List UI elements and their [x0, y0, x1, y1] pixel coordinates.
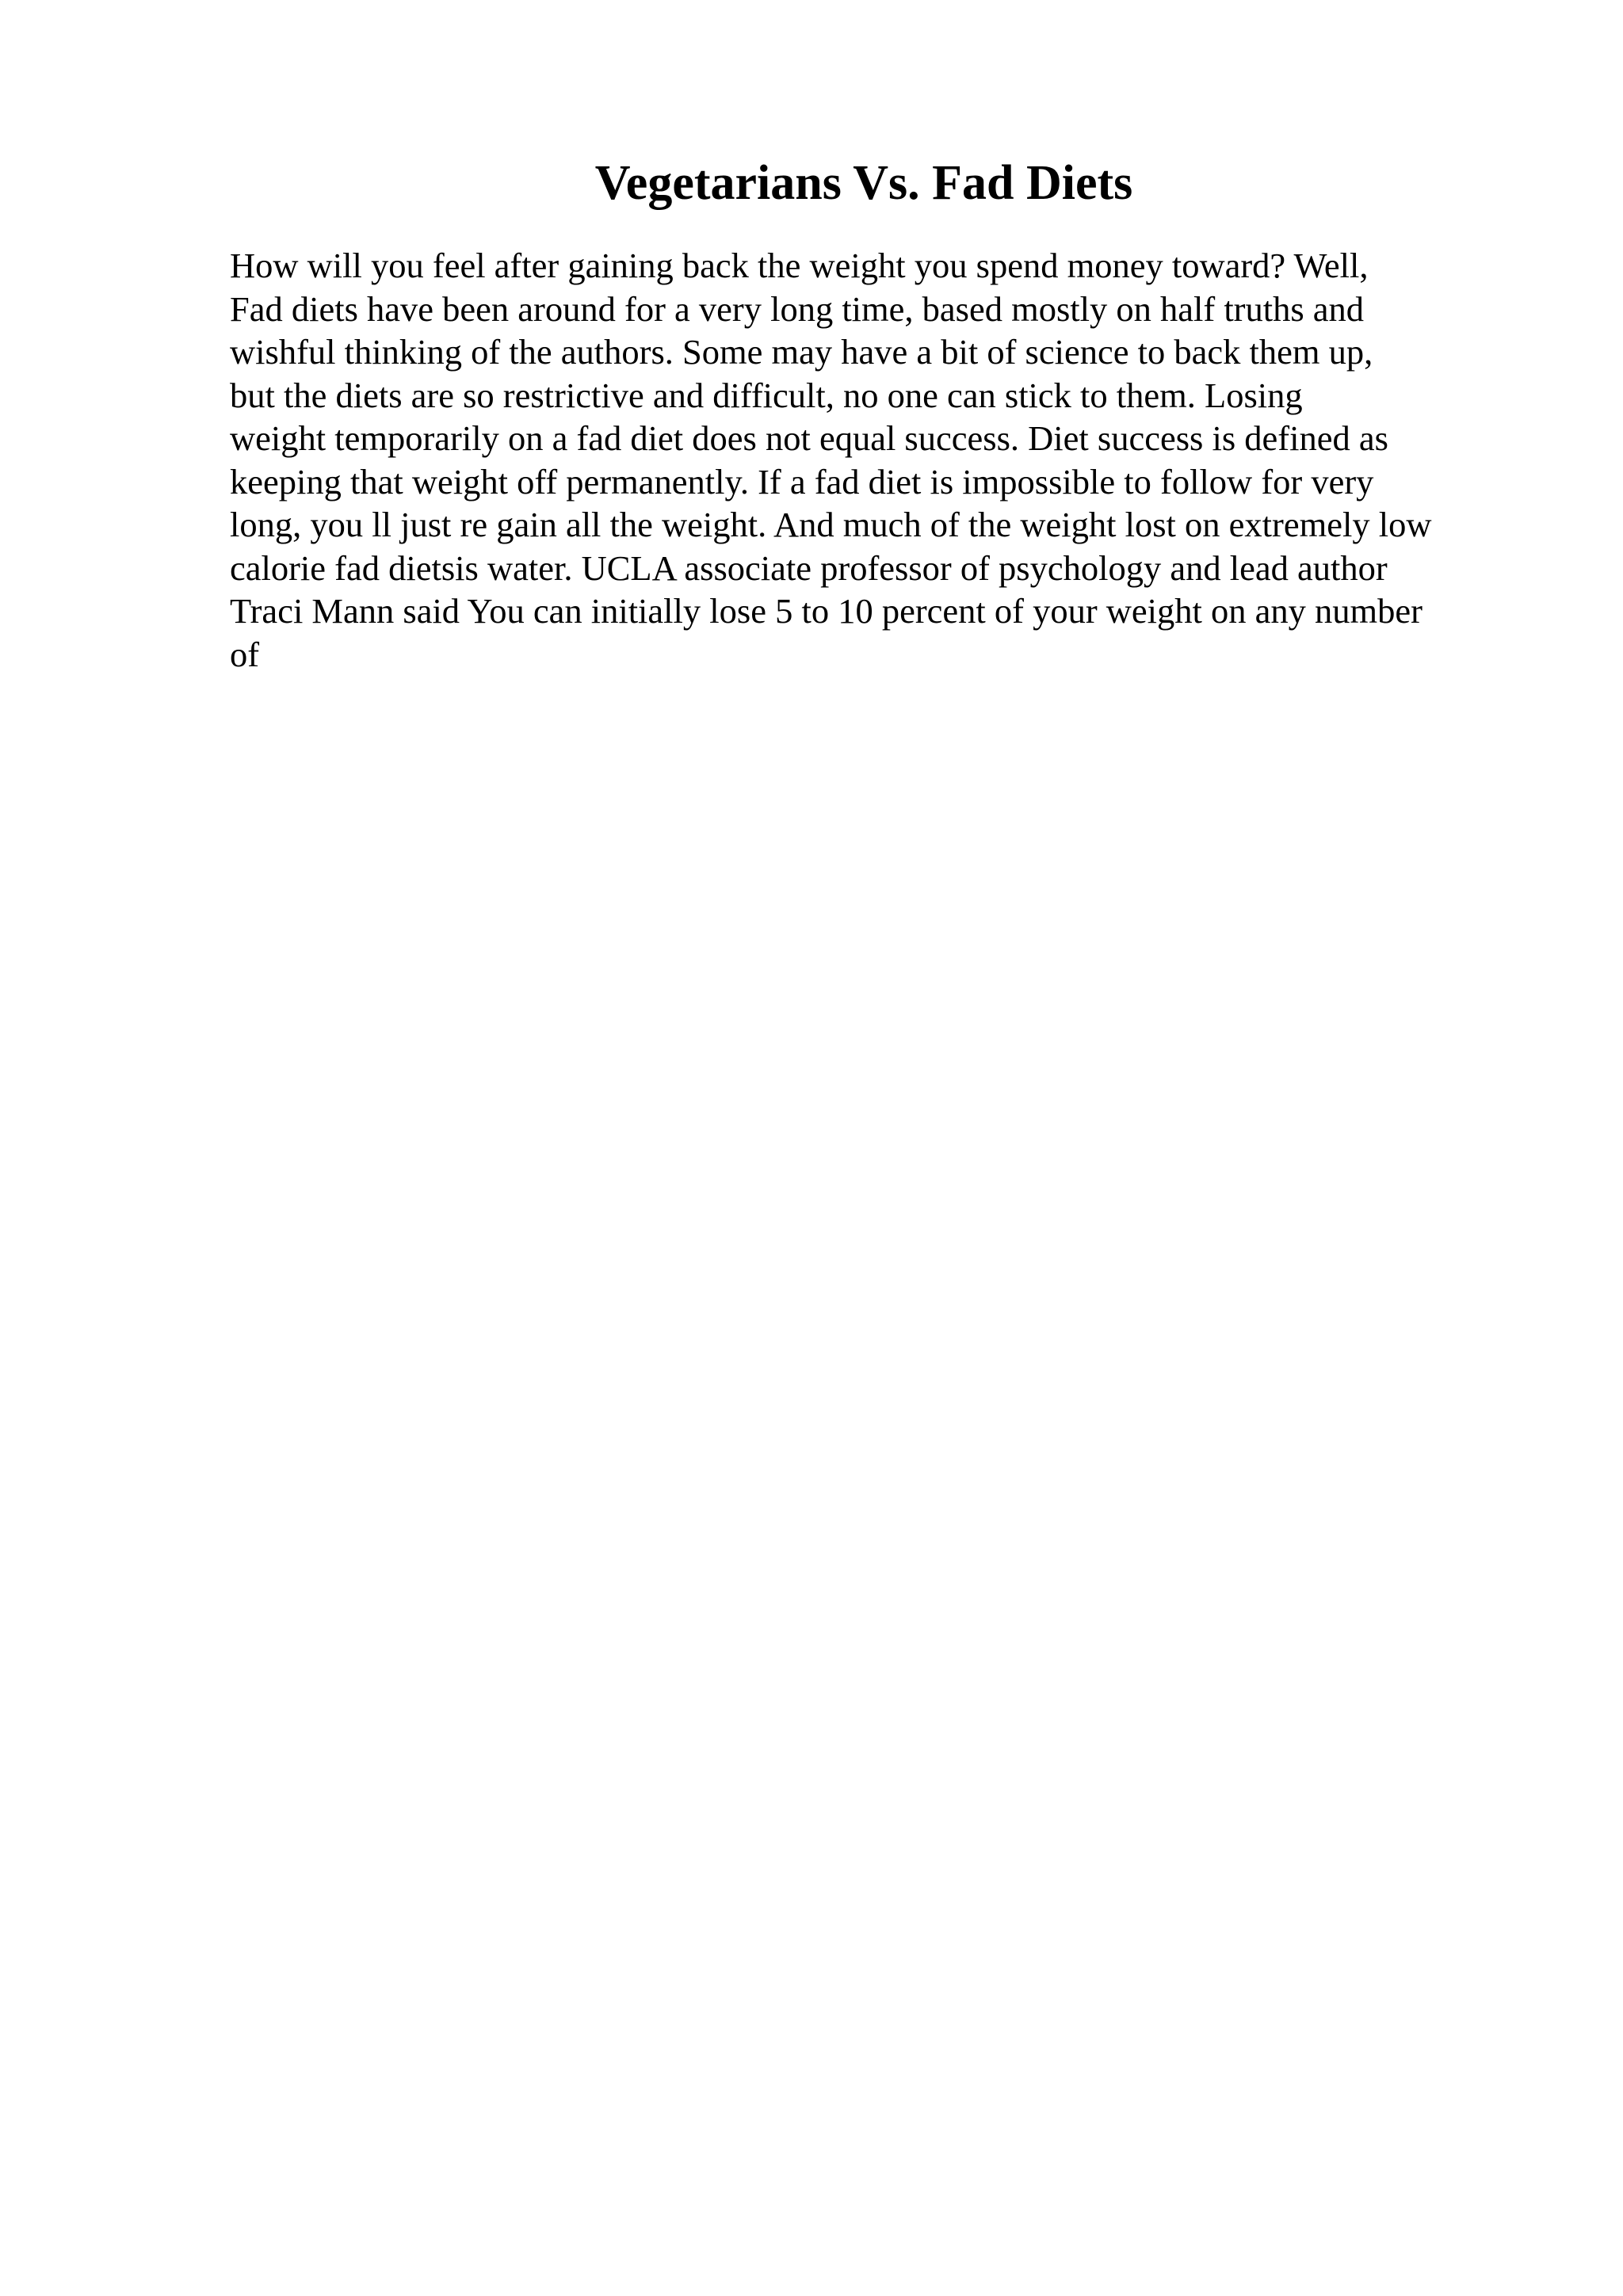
body-line: long, you ll just re gain all the weight. And much of the weight lost on extremely low [230, 505, 1432, 544]
body-line: keeping that weight off permanently. If a fad diet is impossible to follow for very [230, 461, 1374, 502]
body-line: but the diets are so restrictive and difficult, no one can stick to them. Losing [230, 375, 1303, 415]
body-line: weight temporarily on a fad diet does not equal success. Diet success is defined as [230, 418, 1388, 458]
body-line: Fad diets have been around for a very long time, based mostly on half truths and [230, 288, 1365, 329]
body-line: of [230, 634, 260, 674]
document-title: Vegetarians Vs. Fad Diets [594, 156, 1133, 210]
body-paragraph [230, 244, 1561, 676]
body-line: Traci Mann said You can initially lose 5 to 10 percent of your weight on any number [230, 591, 1423, 631]
body-line: wishful thinking of the authors. Some may have a bit of science to back them up, [230, 332, 1373, 372]
body-line: How will you feel after gaining back the weight you spend money toward? Well, [230, 246, 1369, 285]
body-line: calorie fad dietsis water. UCLA associate professor of psychology and lead author [230, 547, 1388, 588]
